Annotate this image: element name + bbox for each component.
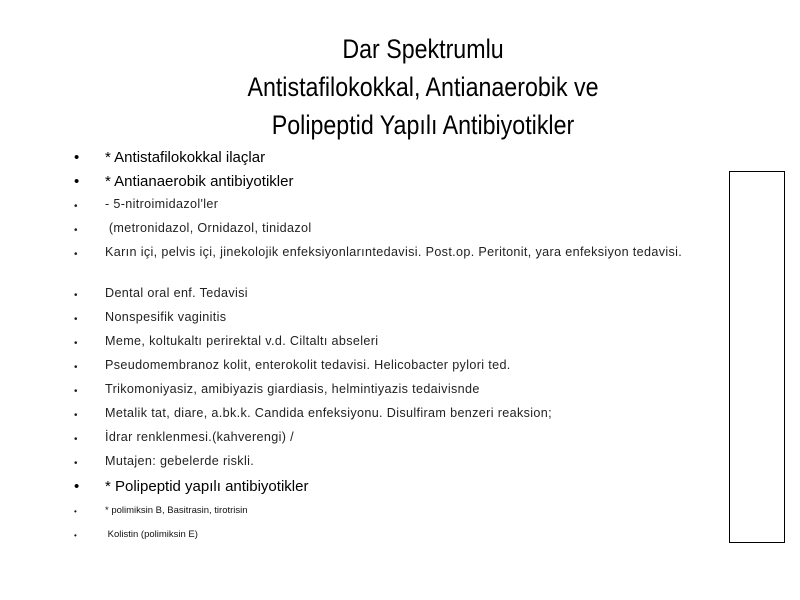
list-item: [72, 285, 722, 309]
list-item-text: * Polipeptid yapılı antibiyotikler: [105, 478, 309, 495]
list-item-text: * polimiksin B, Basitrasin, tirotrisin: [105, 505, 248, 516]
bullet-icon: •: [74, 531, 77, 540]
slide-title: [59, 30, 787, 144]
list-item-text: * Antianaerobik antibiyotikler: [105, 173, 294, 190]
list-item: [72, 148, 722, 172]
bullet-icon: •: [74, 434, 78, 445]
list-item-text: Meme, koltukaltı perirektal v.d. Ciltaltı abseleri: [105, 334, 379, 348]
bullet-icon: •: [74, 338, 78, 349]
bullet-icon: •: [74, 290, 78, 301]
bullet-icon: •: [74, 314, 78, 325]
list-item-text: Pseudomembranoz kolit, enterokolit tedavisi. Helicobacter pylori ted.: [105, 358, 511, 372]
list-item: [72, 501, 722, 525]
list-item-text: (metronidazol, Ornidazol, tinidazol: [105, 221, 312, 235]
list-item: [72, 309, 722, 333]
bullet-icon: •: [74, 410, 78, 421]
list-item-text: * Antistafilokokkal ilaçlar: [105, 149, 266, 166]
list-item-text: Kolistin (polimiksin E): [105, 529, 198, 540]
bullet-icon: •: [74, 362, 78, 373]
bullet-list: [72, 148, 722, 549]
list-item-text: İdrar renklenmesi.(kahverengi) /: [105, 430, 294, 444]
list-item-text: - 5-nitroimidazol'ler: [105, 197, 219, 211]
bullet-icon: •: [74, 173, 80, 190]
list-item: [72, 525, 722, 549]
list-item: [72, 244, 722, 285]
bullet-icon: •: [74, 478, 80, 495]
empty-frame: [729, 171, 785, 543]
bullet-icon: •: [74, 149, 80, 166]
list-item: [72, 477, 722, 501]
list-item: [72, 453, 722, 477]
list-item-text: Metalik tat, diare, a.bk.k. Candida enfeksiyonu. Disulfiram benzeri reaksion;: [105, 406, 552, 420]
list-item: [72, 333, 722, 357]
list-item-text: Mutajen: gebelerde riskli.: [105, 454, 255, 468]
bullet-icon: •: [74, 507, 77, 516]
bullet-icon: •: [74, 201, 78, 212]
list-item: [72, 405, 722, 429]
title-line-3: Polipeptid Yapılı Antibiyotikler: [271, 110, 575, 140]
list-item: [72, 220, 722, 244]
title-line-1: Dar Spektrumlu: [342, 34, 504, 64]
title-line-2: Antistafilokokkal, Antianaerobik ve: [247, 72, 599, 102]
list-item: [72, 357, 722, 381]
list-item-text: Trikomoniyasiz, amibiyazis giardiasis, helmintiyazis tedaivisnde: [105, 382, 480, 396]
bullet-icon: •: [74, 225, 78, 236]
list-item-text: Nonspesifik vaginitis: [105, 310, 227, 324]
list-item: [72, 381, 722, 405]
list-item-text: Dental oral enf. Tedavisi: [105, 286, 248, 300]
bullet-icon: •: [74, 458, 78, 469]
list-item: [72, 429, 722, 453]
bullet-icon: •: [74, 386, 78, 397]
list-item: [72, 172, 722, 196]
list-item: [72, 196, 722, 220]
list-item-text: Karın içi, pelvis içi, jinekolojik enfeksiyonlarıntedavisi. Post.op. Peritonit, yara enfeksiyon tedavisi.: [105, 245, 683, 259]
bullet-icon: •: [74, 249, 78, 260]
